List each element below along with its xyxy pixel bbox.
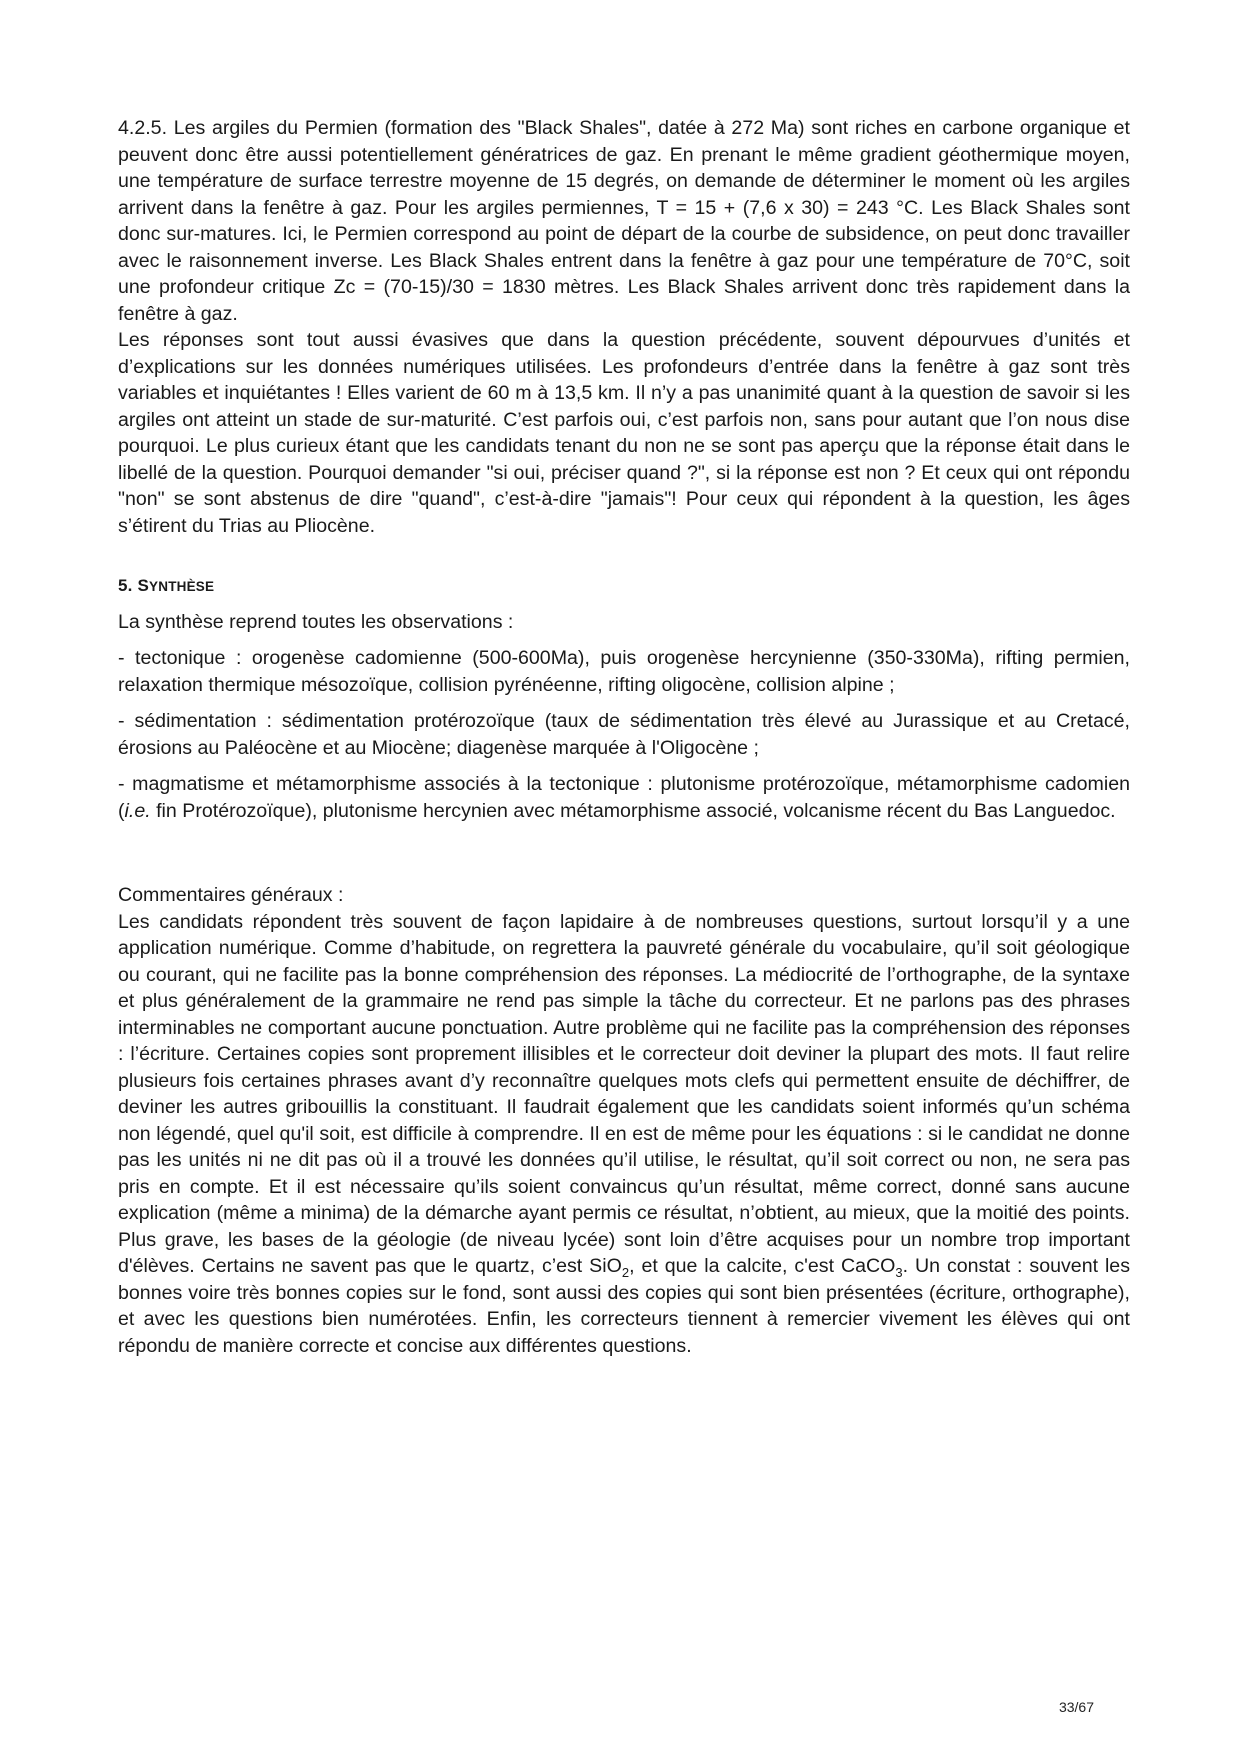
commentaires-body (118, 909, 1130, 1360)
magmatisme-text-a: - magmatisme et métamorphisme associés à la tectonique : plutonisme protérozoïque, métamorphisme cadomien ( (118, 773, 1130, 822)
magmatisme-text-b: fin Protérozoïque), plutonisme hercynien avec métamorphisme associé, volcanisme récent du Bas Languedoc. (150, 799, 1116, 822)
document-page (118, 115, 1130, 1359)
section-title-smallcaps: YNTHÈSE (149, 579, 215, 594)
spacer (118, 824, 1130, 882)
paragraph-4-2-5: 4.2.5. Les argiles du Permien (formation des "Black Shales", datée à 272 Ma) sont riches en carbone organique et peuvent donc être aussi potentiellement génératrices de gaz. En prenant le même gradient géothermique moyen, une température de surface terrestre moyenne de 15 degrés, on demande de déterminer le moment où les argiles arrivent dans la fenêtre à gaz. Pour les argiles permiennes, T = 15 + (7,6 x 30) = 243 °C. Les Black Shales sont donc sur-matures. Ici, le Permien correspond au point de départ de la courbe de subsidence, on peut donc travailler avec le raisonnement inverse. Les Black Shales entrent dans la fenêtre à gaz pour une température de 70°C, soit une profondeur critique Zc = (70-15)/30 = 1830 mètres. Les Black Shales arrivent donc très rapidement dans la fenêtre à gaz. (118, 117, 1130, 325)
commentaires-text-a: Les candidats répondent très souvent de façon lapidaire à de nombreuses questions, surtout lorsqu’il y a une application numérique. Comme d’habitude, on regrettera la pauvreté générale du vocabulaire, qu’il soit géologique ou courant, qui ne facilite pas la bonne compréhension des réponses. La médiocrité de l’orthographe, de la syntaxe et plus généralement de la grammaire ne rend pas simple la tâche du correcteur. Et ne parlons pas des phrases interminables ne comportant aucune ponctuation. Autre problème qui ne facilite pas la compréhension des réponses : l’écriture. Certaines copies sont proprement illisibles et le correcteur doit deviner la plupart des mots. Il faut relire plusieurs fois certaines phrases avant d’y reconnaître quelques mots clefs qui permettent ensuite de déchiffrer, de deviner les autres gribouillis la constituant. Il faudrait également que les candidats soient informés qu’un schéma non légendé, quel qu'il soit, est difficile à comprendre. Il en est de même pour les équations : si le candidat ne donne pas les unités ni ne dit pas où il a trouvé les données qu’il utilise, le résultat, qu’il soit correct ou non, ne sera pas pris en compte. Et il est nécessaire qu’ils soient convaincus qu’un résultat, même correct, donné sans aucune explication (même a minima) de la démarche ayant permis ce résultat, n’obtient, au mieux, que la moitié des points. Plus grave, les bases de la géologie (de niveau lycée) sont loin d’être acquises pour un nombre trop important d'élèves. Certains ne savent pas que le quartz, c’est SiO (118, 910, 1130, 1277)
magmatisme-ie-italic: i.e. (124, 799, 151, 822)
synthese-intro: La synthèse reprend toutes les observations : (118, 610, 514, 633)
spacer (118, 539, 1130, 573)
spacer (118, 698, 1130, 708)
synthese-item-magmatisme (118, 771, 1130, 824)
paragraph-responses-evaluation: Les réponses sont tout aussi évasives que dans la question précédente, souvent dépourvues d’unités et d’explications sur les données numériques utilisées. Les profondeurs d’entrée dans la fenêtre à gaz sont très variables et inquiétantes ! Elles varient de 60 m à 13,5 km. Il n’y a pas unanimité quant à la question de savoir si les argiles ont atteint un stade de sur-maturité. C’est parfois oui, c’est parfois non, sans pour autant que l’on nous dise pourquoi. Le plus curieux étant que les candidats tenant du non ne se sont pas aperçu que la réponse était dans le libellé de la question. Pourquoi demander "si oui, préciser quand ?", si la réponse est non ? Et ceux qui ont répondu "non" se sont abstenus de dire "quand", c’est-à-dire "jamais"! Pour ceux qui répondent à la question, les âges s’étirent du Trias au Pliocène. (118, 329, 1130, 537)
commentaires-text-b: , et que la calcite, c'est CaCO (629, 1255, 896, 1277)
subscript-2: 2 (621, 1264, 630, 1280)
spacer (118, 761, 1130, 771)
commentaires-heading: Commentaires généraux : (118, 884, 344, 906)
section-title-synthese (118, 573, 1130, 601)
section-title-number: 5. S (118, 576, 150, 595)
page-number: 33/67 (1058, 1699, 1094, 1715)
subscript-3: 3 (895, 1264, 903, 1280)
commentaires-text-c: . Un constat : souvent les bonnes voire très bonnes copies sur le fond, sont aussi des copies qui sont bien présentées (écriture, orthographe), et avec les questions bien numérotées. Enfin, les correcteurs tiennent à remercier vivement les élèves qui ont répondu de manière correcte et concise aux différentes questions. (118, 1255, 1131, 1357)
synthese-item-tectonique: - tectonique : orogenèse cadomienne (500-600Ma), puis orogenèse hercynienne (350-330Ma), rifting permien, relaxation thermique mésozoïque, collision pyrénéenne, rifting oligocène, collision alpine ; (118, 647, 1130, 696)
spacer (118, 635, 1130, 645)
spacer (118, 601, 1130, 609)
synthese-item-sedimentation: - sédimentation : sédimentation protérozoïque (taux de sédimentation très élevé au Jurassique et au Cretacé, érosions au Paléocène et au Miocène; diagenèse marquée à l'Oligocène ; (118, 710, 1130, 759)
